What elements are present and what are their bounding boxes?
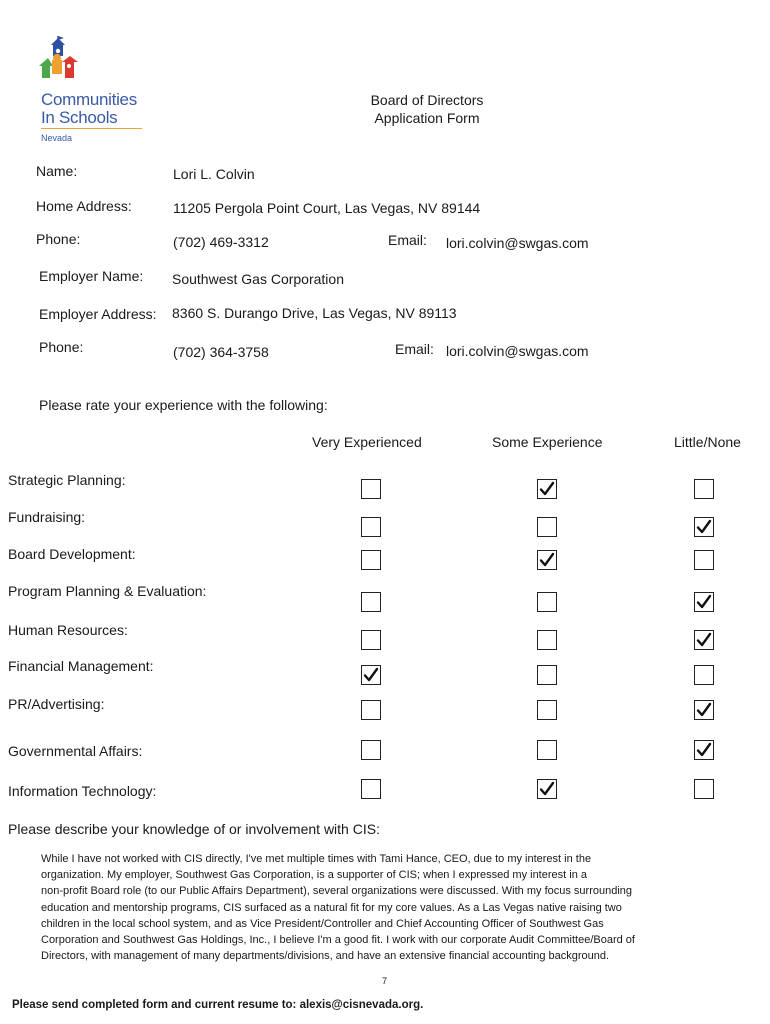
- logo-line-2: In Schools: [41, 108, 118, 127]
- knowledge-line: education and mentorship programs, CIS surfaced as a natural fit for my core values. As a Las Vegas native raising two: [41, 901, 622, 914]
- checkbox-very-experienced[interactable]: [361, 740, 381, 760]
- name-label: Name:: [36, 163, 78, 179]
- knowledge-line: While I have not worked with CIS directly, I've met multiple times with Tami Hance, CEO, due to my interest in the: [41, 853, 592, 865]
- checkbox-little-none[interactable]: [694, 550, 714, 570]
- form-title: [327, 91, 527, 127]
- checkbox-little-none[interactable]: [694, 592, 714, 612]
- checkbox-very-experienced[interactable]: [361, 779, 381, 799]
- rating-row-label: Program Planning & Evaluation:: [8, 583, 207, 599]
- rating-prompt: Please rate your experience with the following:: [39, 397, 328, 413]
- checkbox-little-none[interactable]: [694, 630, 714, 650]
- checkmark-icon: [363, 667, 379, 683]
- checkbox-some-experience[interactable]: [537, 740, 557, 760]
- checkbox-some-experience[interactable]: [537, 479, 557, 499]
- rating-row-label: Board Development:: [8, 546, 136, 562]
- home-address-label: Home Address:: [36, 198, 132, 214]
- logo-line-3: Nevada: [41, 133, 73, 143]
- checkbox-very-experienced[interactable]: [361, 517, 381, 537]
- form-title-line-1: Board of Directors: [370, 92, 484, 108]
- employer-email-value: lori.colvin@swgas.com: [446, 343, 589, 359]
- checkbox-some-experience[interactable]: [537, 630, 557, 650]
- rating-row-label: Information Technology:: [8, 783, 157, 799]
- knowledge-line: non-profit Board role (to our Public Affairs Department), several organizations were discussed. With my focus surrounding: [41, 885, 633, 898]
- knowledge-line: Directors, with management of many departments/divisions, and have an extensive financial accounting background.: [41, 950, 610, 963]
- logo-line-1: Communities: [41, 90, 137, 109]
- checkmark-icon: [696, 702, 712, 718]
- employer-phone-value: (702) 364-3758: [173, 344, 269, 360]
- rating-row-label: Governmental Affairs:: [8, 743, 143, 759]
- column-some-experience: Some Experience: [492, 434, 603, 450]
- checkbox-some-experience[interactable]: [537, 517, 557, 537]
- rating-row-label: Strategic Planning:: [8, 472, 126, 488]
- checkbox-very-experienced[interactable]: [361, 550, 381, 570]
- footer-instructions: Please send completed form and current resume to: alexis@cisnevada.org.: [12, 999, 424, 1011]
- employer-name-value: Southwest Gas Corporation: [172, 271, 344, 287]
- knowledge-line: organization. My employer, Southwest Gas Corporation, is a supporter of CIS; when I expressed my interest in a: [41, 869, 587, 882]
- name-value: Lori L. Colvin: [173, 166, 255, 182]
- cis-logo-icon: [36, 36, 80, 88]
- checkbox-little-none[interactable]: [694, 517, 714, 537]
- checkbox-little-none[interactable]: [694, 700, 714, 720]
- email-label: Email:: [388, 232, 427, 248]
- checkmark-icon: [696, 742, 712, 758]
- checkmark-icon: [539, 781, 555, 797]
- checkbox-very-experienced[interactable]: [361, 592, 381, 612]
- home-address-value: 11205 Pergola Point Court, Las Vegas, NV 89144: [173, 200, 481, 216]
- employer-address-label: Employer Address:: [39, 306, 157, 322]
- phone-label: Phone:: [36, 231, 81, 247]
- column-very-experienced: Very Experienced: [312, 434, 422, 450]
- column-little-none: Little/None: [674, 434, 741, 450]
- checkbox-some-experience[interactable]: [537, 700, 557, 720]
- checkbox-very-experienced[interactable]: [361, 665, 381, 685]
- checkbox-some-experience[interactable]: [537, 550, 557, 570]
- knowledge-line: children in the local school system, and as Vice President/Controller and Chief Accounting Officer of Southwest Gas: [41, 917, 604, 930]
- checkmark-icon: [539, 481, 555, 497]
- email-value: lori.colvin@swgas.com: [446, 235, 589, 251]
- checkbox-little-none[interactable]: [694, 665, 714, 685]
- rating-row-label: PR/Advertising:: [8, 696, 105, 712]
- checkmark-icon: [696, 632, 712, 648]
- checkmark-icon: [539, 552, 555, 568]
- knowledge-response: [41, 851, 731, 964]
- phone-value: (702) 469-3312: [173, 234, 269, 250]
- logo-divider: [41, 128, 142, 129]
- checkbox-some-experience[interactable]: [537, 592, 557, 612]
- checkbox-very-experienced[interactable]: [361, 630, 381, 650]
- page-number: 7: [382, 976, 388, 986]
- form-title-line-2: Application Form: [374, 110, 480, 126]
- checkbox-little-none[interactable]: [694, 779, 714, 799]
- checkbox-very-experienced[interactable]: [361, 479, 381, 499]
- rating-row-label: Human Resources:: [8, 622, 128, 638]
- checkbox-some-experience[interactable]: [537, 665, 557, 685]
- checkbox-very-experienced[interactable]: [361, 700, 381, 720]
- knowledge-prompt: Please describe your knowledge of or involvement with CIS:: [8, 821, 380, 837]
- checkmark-icon: [696, 519, 712, 535]
- checkbox-some-experience[interactable]: [537, 779, 557, 799]
- employer-email-label: Email:: [395, 341, 434, 357]
- checkbox-little-none[interactable]: [694, 740, 714, 760]
- knowledge-line: Corporation and Southwest Gas Holdings, Inc., I believe I'm a good fit. I work with our corporate Audit Committee/Board of: [41, 934, 635, 947]
- employer-phone-label: Phone:: [39, 339, 84, 355]
- checkbox-little-none[interactable]: [694, 479, 714, 499]
- checkmark-icon: [696, 594, 712, 610]
- employer-address-value: 8360 S. Durango Drive, Las Vegas, NV 89113: [172, 305, 457, 321]
- employer-name-label: Employer Name:: [39, 268, 144, 284]
- rating-row-label: Financial Management:: [8, 658, 154, 674]
- rating-row-label: Fundraising:: [8, 509, 86, 525]
